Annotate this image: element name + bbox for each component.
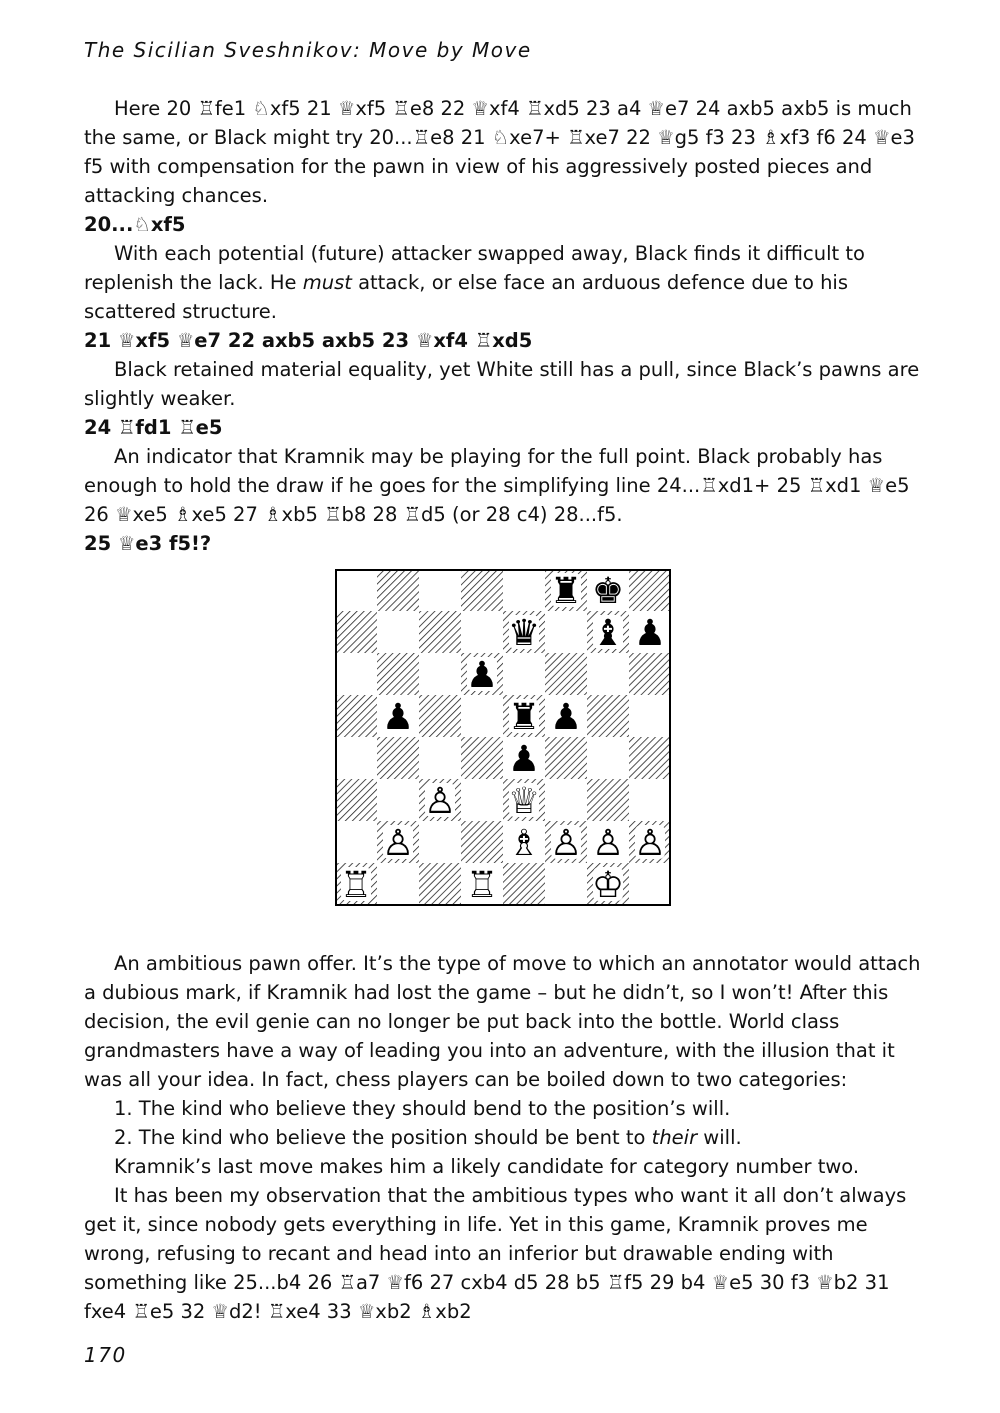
light-square (335, 737, 377, 779)
white-pawn-c3: ♙ (423, 781, 457, 822)
black-rook-f8: ♜ (549, 571, 583, 612)
dark-square (419, 863, 461, 905)
dark-square (461, 569, 503, 611)
white-pawn-h2: ♙ (633, 823, 667, 864)
light-square (545, 863, 587, 905)
dark-square (377, 653, 419, 695)
dark-square (545, 653, 587, 695)
paragraph: Black retained material equality, yet White still has a pull, since Black’s pawns are slightly weaker. (84, 358, 920, 410)
list-item: 1. The kind who believe they should bend to the position’s will. (114, 1097, 731, 1120)
light-square (545, 779, 587, 821)
black-king-g8: ♚ (591, 571, 625, 612)
black-bishop-g7: ♝ (591, 613, 625, 654)
light-square (419, 653, 461, 695)
light-square (629, 695, 671, 737)
move-line: 21 ♕xf5 ♕e7 22 axb5 axb5 23 ♕xf4 ♖xd5 (84, 329, 533, 352)
chess-diagram (335, 569, 671, 906)
light-square (629, 863, 671, 905)
light-square (419, 737, 461, 779)
light-square (335, 569, 377, 611)
white-rook-d1: ♖ (465, 865, 499, 906)
black-pawn-h7: ♟ (633, 613, 667, 654)
dark-square (335, 695, 377, 737)
paragraph: An ambitious pawn offer. It’s the type of move to which an annotator would attach a dubious mark, if Kramnik had lost the game – but he didn’t, so I won’t! After this decision, the evil genie can no longer be put back into the bottle. World class grandmasters have a way of leading you into an adventure, with the illusion that it was all your idea. In fact, chess players can be boiled down to two categories: (84, 952, 921, 1091)
light-square (503, 653, 545, 695)
emphasis: their (651, 1126, 698, 1149)
text-block-bottom (84, 949, 924, 1326)
black-queen-e7: ♛ (507, 613, 541, 654)
move-line: 20...♘xf5 (84, 213, 186, 236)
dark-square (629, 737, 671, 779)
text-run: will. (697, 1126, 742, 1149)
white-rook-a1: ♖ (339, 865, 373, 906)
light-square (377, 863, 419, 905)
list-item (84, 1123, 924, 1152)
dark-square (335, 779, 377, 821)
white-pawn-f2: ♙ (549, 823, 583, 864)
light-square (377, 611, 419, 653)
black-pawn-e4: ♟ (507, 739, 541, 780)
light-square (335, 653, 377, 695)
light-square (461, 695, 503, 737)
light-square (503, 569, 545, 611)
light-square (545, 611, 587, 653)
dark-square (461, 737, 503, 779)
move-line: 25 ♕e3 f5!? (84, 532, 212, 555)
paragraph: An indicator that Kramnik may be playing for the full point. Black probably has enough to hold the draw if he goes for the simplifying line 24...♖xd1+ 25 ♖xd1 ♕e5 26 ♕xe5 ♗xe5 27 ♗xb5 ♖b8 28 ♖d5 (or 28 c4) 28...f5. (84, 445, 910, 526)
page-number: 170 (84, 1343, 127, 1367)
paragraph: It has been my observation that the ambitious types who want it all don’t always get it, since nobody gets everything in life. Yet in this game, Kramnik proves me wrong, refusing to recant and head into an inferior but drawable ending with something like 25...b4 26 ♖a7 ♕f6 27 cxb4 d5 28 b5 ♖f5 29 b4 ♕e5 30 f3 ♕b2 31 fxe4 ♖e5 32 ♕d2! ♖xe4 33 ♕xb2 ♗xb2 (84, 1184, 907, 1323)
white-queen-e3: ♕ (507, 781, 541, 822)
dark-square (419, 611, 461, 653)
black-pawn-b5: ♟ (381, 697, 415, 738)
running-title: The Sicilian Sveshnikov: Move by Move (84, 38, 532, 62)
light-square (461, 611, 503, 653)
light-square (335, 821, 377, 863)
white-bishop-e2: ♗ (507, 823, 541, 864)
dark-square (503, 863, 545, 905)
dark-square (377, 569, 419, 611)
light-square (419, 821, 461, 863)
black-rook-e5: ♜ (507, 697, 541, 738)
text-run: With each potential (future) attacker swapped away, Black finds it difficult to replenish the lack. He (84, 242, 865, 294)
dark-square (419, 695, 461, 737)
light-square (587, 737, 629, 779)
light-square (461, 779, 503, 821)
text-block-top (84, 94, 924, 558)
paragraph: Kramnik’s last move makes him a likely candidate for category number two. (114, 1155, 860, 1178)
dark-square (587, 779, 629, 821)
emphasis: must (302, 271, 352, 294)
move-line: 24 ♖fd1 ♖e5 (84, 416, 223, 439)
black-pawn-f5: ♟ (549, 697, 583, 738)
chess-board (335, 569, 671, 906)
white-pawn-b2: ♙ (381, 823, 415, 864)
dark-square (377, 737, 419, 779)
dark-square (545, 737, 587, 779)
light-square (377, 779, 419, 821)
white-king-g1: ♔ (591, 865, 625, 906)
light-square (629, 779, 671, 821)
paragraph: Here 20 ♖fe1 ♘xf5 21 ♕xf5 ♖e8 22 ♕xf4 ♖xd5 23 a4 ♕e7 24 axb5 axb5 is much the same, or Black might try 20...♖e8 21 ♘xe7+ ♖xe7 22 ♕g5 f3 23 ♗xf3 f6 24 ♕e3 f5 with compensation for the pawn in view of his aggressively posted pieces and attacking chances. (84, 97, 915, 207)
black-pawn-d6: ♟ (465, 655, 499, 696)
text-run: attack, or else face an arduous defence due to his scattered structure. (84, 271, 849, 323)
light-square (587, 653, 629, 695)
dark-square (587, 695, 629, 737)
paragraph (84, 239, 924, 326)
text-run: 2. The kind who believe the position should be bent to (114, 1126, 652, 1149)
dark-square (461, 821, 503, 863)
white-pawn-g2: ♙ (591, 823, 625, 864)
dark-square (335, 611, 377, 653)
dark-square (629, 653, 671, 695)
light-square (419, 569, 461, 611)
dark-square (629, 569, 671, 611)
